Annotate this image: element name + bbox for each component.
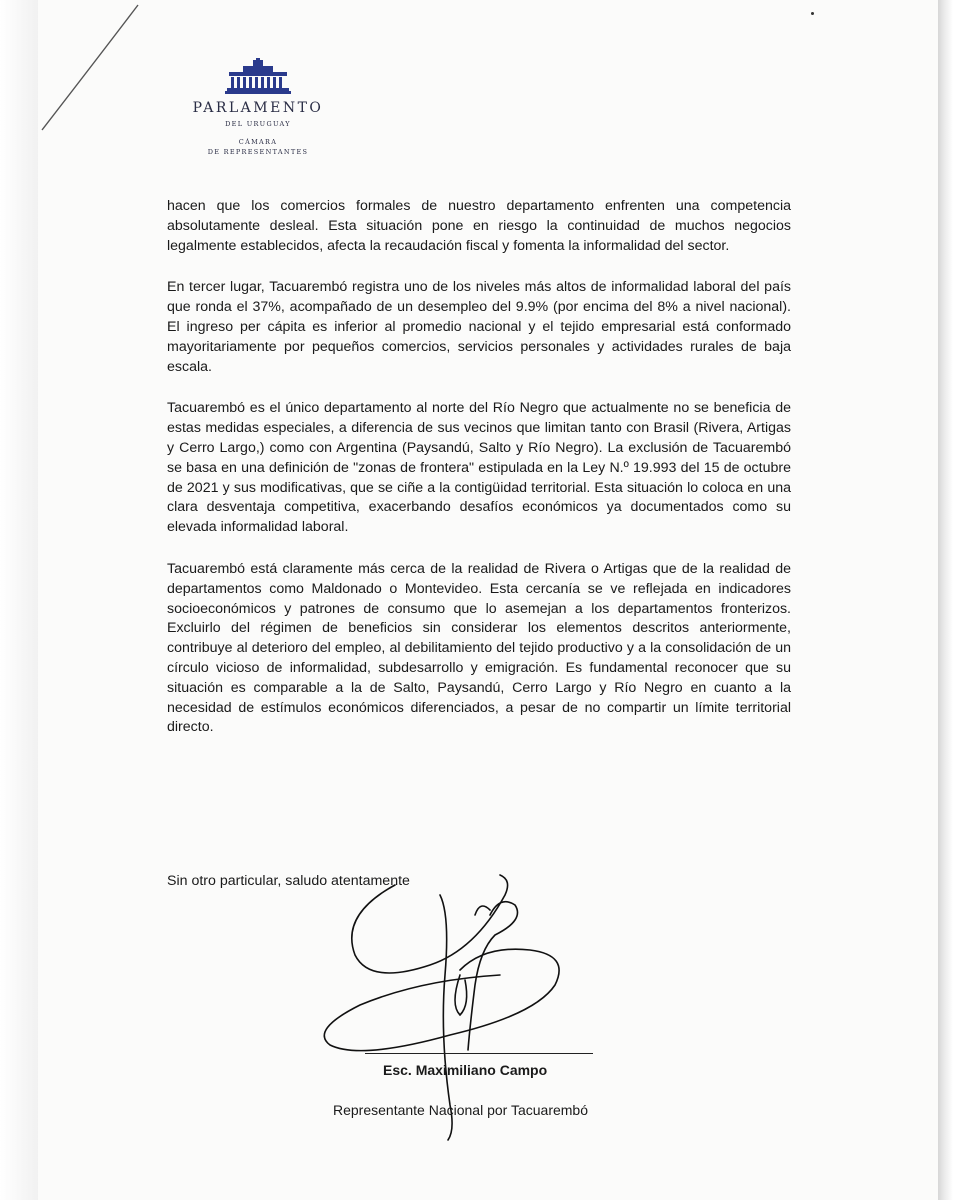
signature-line	[365, 1053, 593, 1054]
paragraph-4: Tacuarembó está claramente más cerca de la realidad de Rivera o Artigas que de la realidad de departamentos como Maldonado o Montevideo. Esta cercanía se ve reflejada en indicadores socioeconómicos y patrones de consumo que lo asemejan a los departamentos fronterizos. Excluirlo del régimen de beneficios sin considerar los elementos descritos anteriormente, contribuye al deterioro del empleo, al debilitamiento del tejido productivo y a la consolidación de un círculo vicioso de informalidad, subdesarrollo y emigración. Es fundamental reconocer que su situación es comparable a la de Salto, Paysandú, Cerro Largo y Río Negro en cuanto a la necesidad de estímulos económicos diferenciados, a pesar de no compartir un límite territorial directo.	[167, 560, 791, 736]
scan-left-margin	[0, 0, 38, 1200]
parliament-building-icon	[223, 58, 293, 94]
letterhead	[178, 58, 338, 156]
paragraph-2: En tercer lugar, Tacuarembó registra uno de los niveles más altos de informalidad laboral del país que ronda el 37%, acompañado de un desempleo del 9.9% (por encima del 8% a nivel nacional). El ingreso per cápita es inferior al promedio nacional y el tejido empresarial está conformado mayoritariamente por pequeños comercios, servicios personales y actividades rurales de baja escala.	[167, 279, 791, 375]
paragraph-3: Tacuarembó es el único departamento al norte del Río Negro que actualmente no se beneficia de estas medidas especiales, a diferencia de sus vecinos que limitan tanto con Brasil (Rivera, Artigas y Cerro Largo,) como con Argentina (Paysandú, Salto y Río Negro). La exclusión de Tacuarembó se basa en una definición de "zonas de frontera" estipulada en la Ley N.º 19.993 del 15 de octubre de 2021 y sus modificativas, que se ciñe a la contigüidad territorial. Esta situación lo coloca en una clara desventaja competitiva, exacerbando desafíos económicos ya documentados como su elevada informalidad laboral.	[167, 400, 791, 536]
signer-role: Representante Nacional por Tacuarembó	[333, 1102, 589, 1118]
page-right-edge-shadow	[938, 0, 953, 1200]
chamber-name-line1: CÁMARA	[238, 138, 278, 146]
paragraph-1: hacen que los comercios formales de nuestro departamento enfrenten una competencia absolutamente desleal. Esta situación pone en riesgo la continuidad de muchos negocios legalmente establecidos, afecta la recaudación fiscal y fomenta la informalidad del sector.	[167, 198, 791, 254]
chamber-name-line2: DE REPRESENTANTES	[207, 148, 309, 156]
scan-speck	[811, 12, 814, 15]
letter-body	[167, 197, 791, 756]
closing-line: Sin otro particular, saludo atentamente	[167, 873, 410, 889]
organization-subtitle: DEL URUGUAY	[225, 120, 291, 128]
scan-crease-line	[30, 0, 140, 140]
signer-name: Esc. Maximiliano Campo	[383, 1062, 548, 1078]
organization-name: PARLAMENTO	[192, 100, 324, 116]
